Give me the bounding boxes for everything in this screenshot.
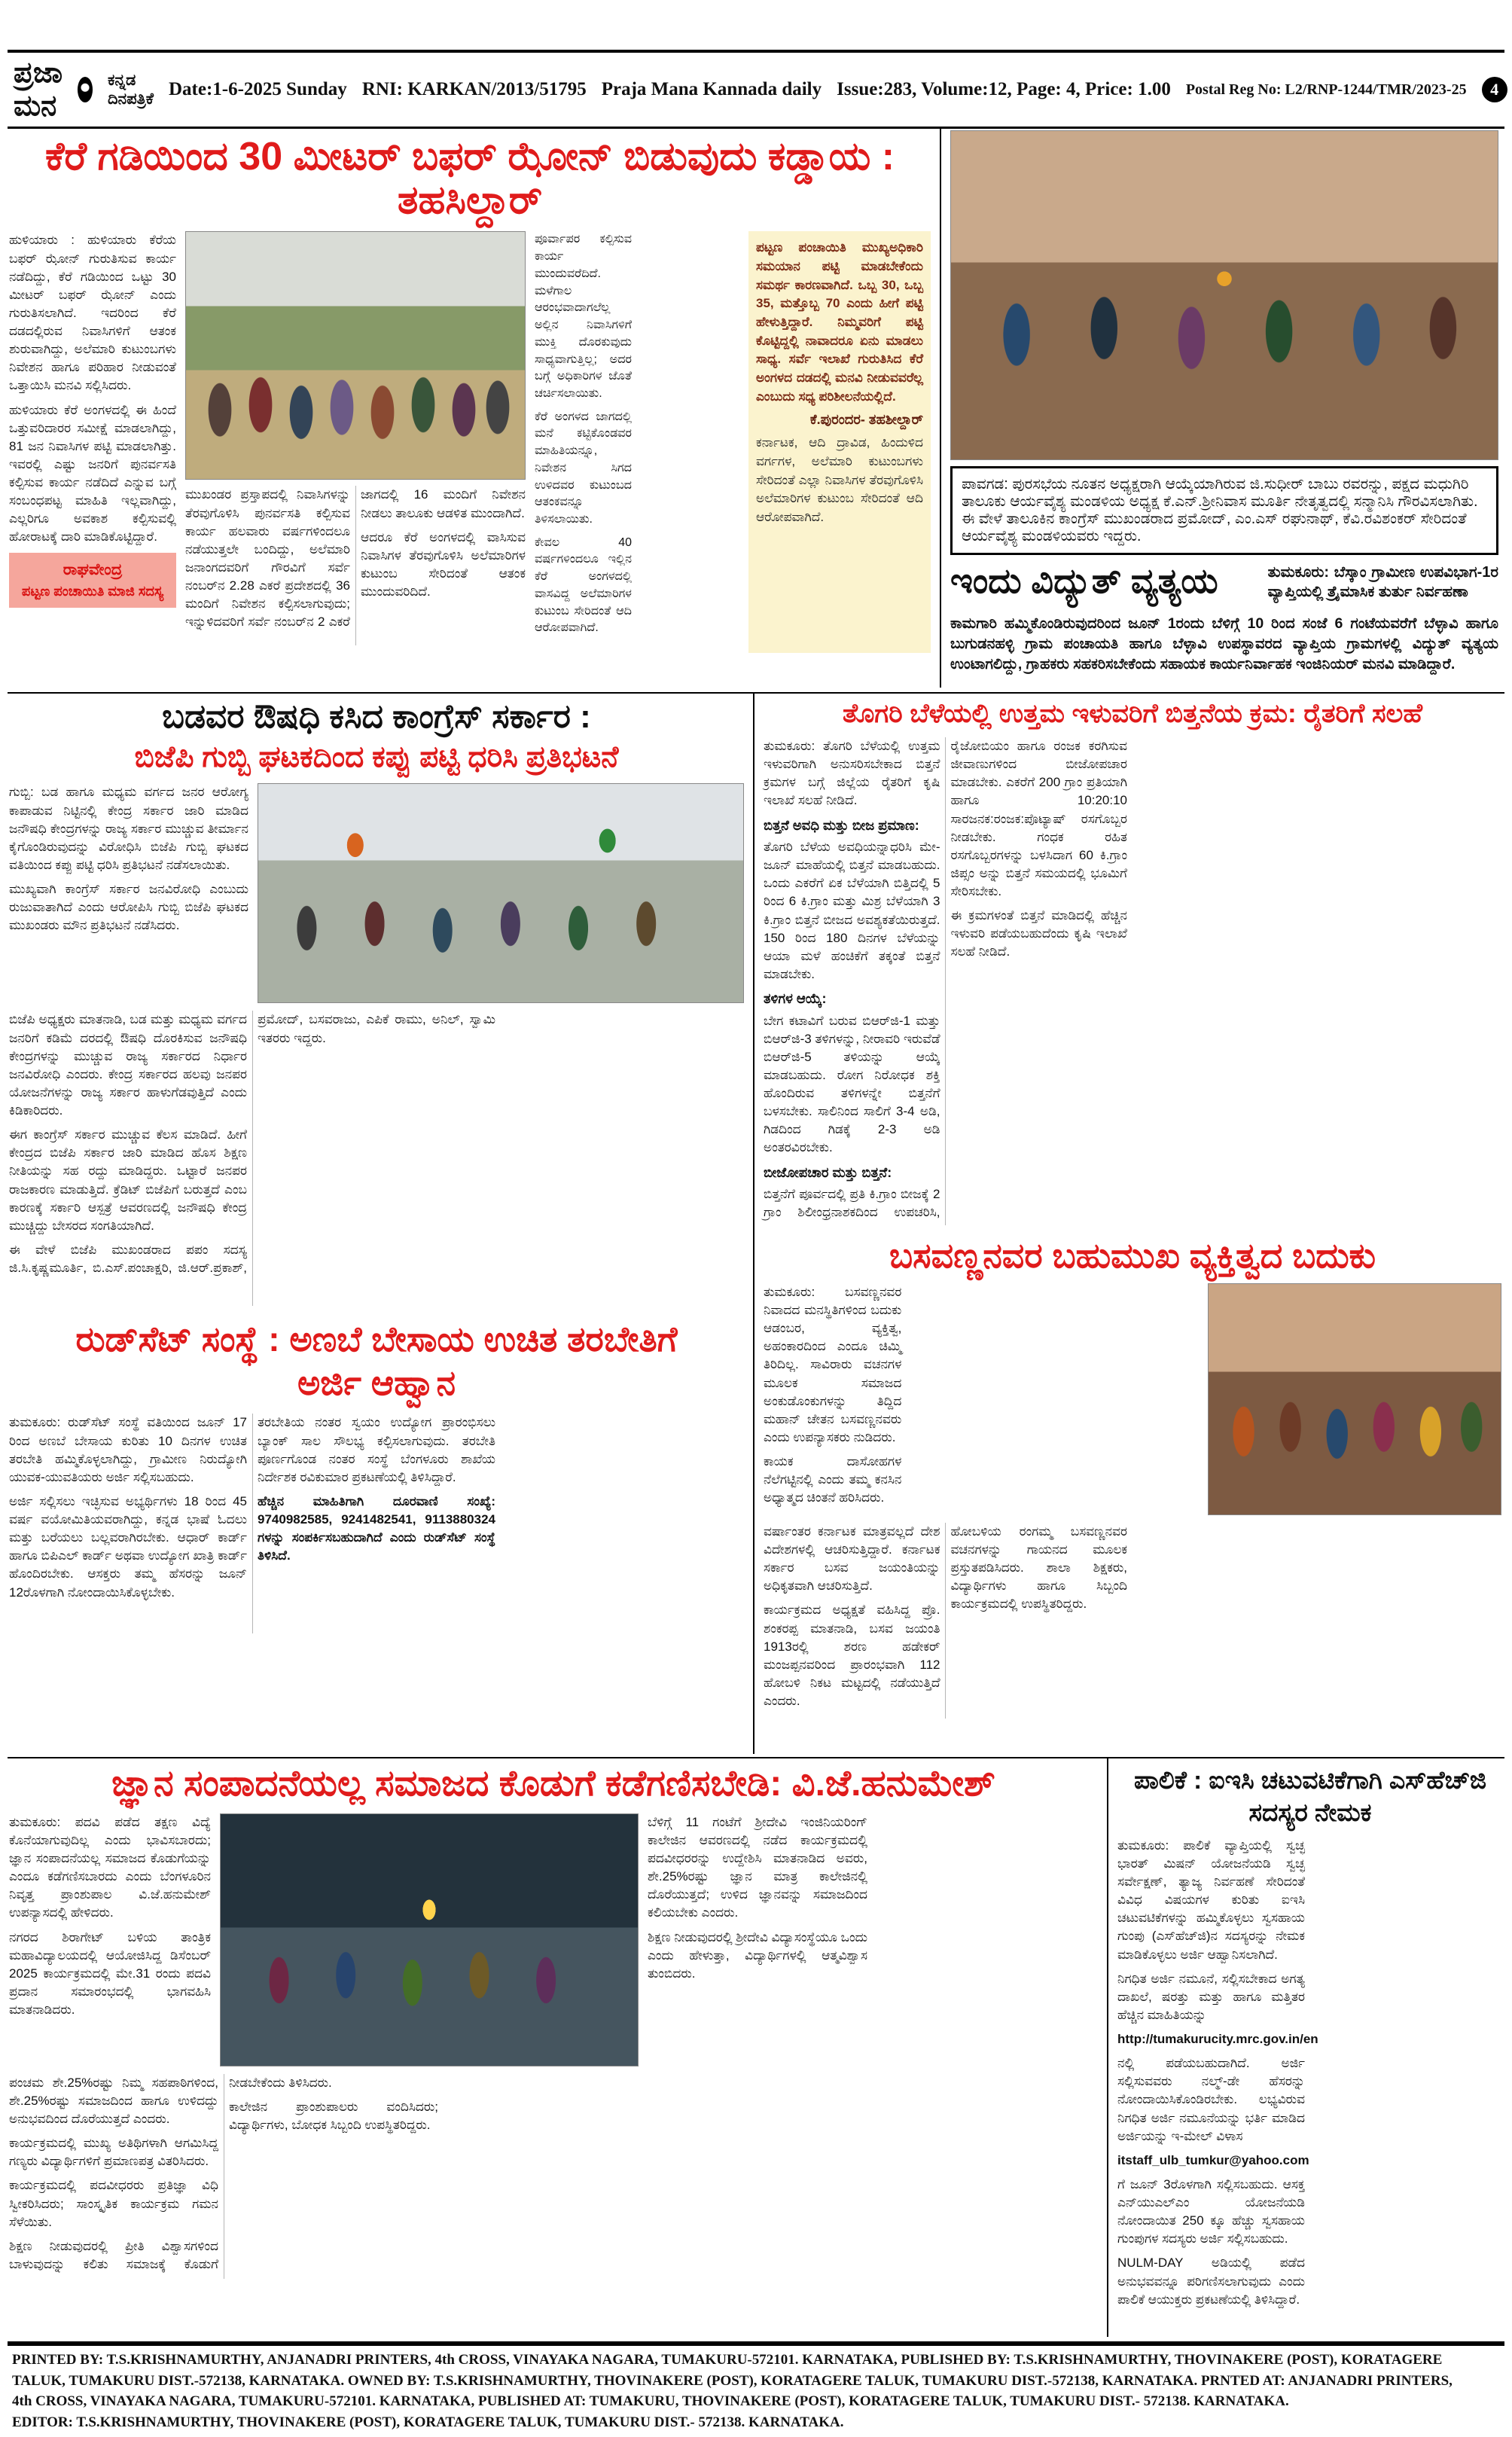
issue-date: Date:1-6-2025 Sunday: [168, 79, 347, 99]
knowledge-para: ಕಾಲೇಜಿನ ಪ್ರಾಂಶುಪಾಲರು ವಂದಿಸಿದರು; ವಿದ್ಯಾರ್ಥಿಗಳು, ಬೋಧಕ ಸಿಬ್ಬಂದಿ ಉಪಸ್ಥಿತರಿದ್ದರು.: [229, 2099, 438, 2133]
imprint-footer: [8, 2341, 1504, 2432]
top-section: [8, 129, 1504, 688]
lake-under-photo-text: [185, 486, 526, 645]
knowledge-para: ನಗರದ ಶಿರಾಗೇಟ್ ಬಳಿಯ ತಾಂತ್ರಿಕ ಮಹಾವಿದ್ಯಾಲಯದಲ್ಲಿ ಆಯೋಜಿಸಿದ್ದ ಡಿಸೆಂಬರ್ 2025 ಕಾರ್ಯಕ್ರಮದಲ್ಲಿ ಮೇ.31 ರಂದು ಪದವಿ ಪ್ರದಾನ ಸಮಾರಂಭದಲ್ಲಿ ಭಾಗವಹಿಸಿ ಮಾತನಾಡಿದರು.: [9, 1929, 211, 2018]
rudset-para: ತುಮಕೂರು: ರುಡ್‌ಸೆಟ್ ಸಂಸ್ಥೆ ವತಿಯಿಂದ ಜೂನ್ 17 ರಿಂದ ಅಣಬೆ ಬೇಸಾಯ ಕುರಿತು 10 ದಿನಗಳ ಉಚಿತ ತರಬೇತಿ ಹಮ್ಮಿಕೊಳ್ಳಲಾಗಿದ್ದು, ಗ್ರಾಮೀಣ ನಿರುದ್ಯೋಗಿ ಯುವಕ-ಯುವತಿಯರು ಅರ್ಜಿ ಸಲ್ಲಿಸಬಹುದು.: [9, 1415, 247, 1484]
postal-reg: Postal Reg No: L2/RNP-1244/TMR/2023-25: [1185, 81, 1467, 98]
article-rudset-training: [9, 1318, 744, 1633]
imprint-line: TALUK, TUMAKURU DIST.-572138, KARNATAKA. OWNED BY: T.S.KRISHNAMURTHY, THOVINAKERE (POST), KORATAGERE TALUK, TUMAKURU DIST.-572138, KARNATAKA. PRNTED AT: ANJANADRI PRINTERS,: [12, 2372, 1453, 2389]
top-right-column: [941, 129, 1504, 688]
lake-photo-cell: [185, 231, 526, 653]
masthead-text: ಪ್ರಜಾ ಮನ: [14, 57, 62, 122]
photo-lake-meeting: [185, 231, 526, 480]
protest-body: [9, 1011, 744, 1306]
lake-headline: ಕೆರೆ ಗಡಿಯಿಂದ 30 ಮೀಟರ್ ಬಫರ್ ಝೋನ್ ಬಿಡುವುದು ಕಡ್ಡಾಯ : ತಹಸಿಲ್ದಾರ್: [44, 135, 895, 223]
palike-email: itstaff_ulb_tumkur@yahoo.com: [1117, 2152, 1309, 2167]
tahsildar-quote-box: [748, 231, 931, 653]
lake-para: ಆದರೂ ಕೆರೆ ಅಂಗಳದಲ್ಲಿ ವಾಸಿಸುವ ನಿವಾಸಿಗಳ ತೆರವುಗೊಳಿಸಿ ಅಲೆಮಾರಿಗಳ ಕುಟುಂಬ ಸೇರಿದಂತೆ ಆತಂಕ ಮುಂದುವರಿದಿದೆ.: [361, 529, 526, 599]
crop-subhead: ತಳಿಗಳ ಆಯ್ಕೆ:: [764, 991, 827, 1007]
felicitation-caption-box: [950, 466, 1498, 555]
bottom-left-column: [8, 1758, 1108, 2337]
masthead-emblem-icon: [78, 77, 93, 102]
crop-headline: ತೊಗರಿ ಬೆಳೆಯಲ್ಲಿ ಉತ್ತಮ ಇಳುವರಿಗೆ ಬಿತ್ತನೆಯ ಕ್ರಮ: ರೈತರಿಗೆ ಸಲಹೆ: [843, 699, 1422, 728]
lake-column-1: [9, 231, 176, 653]
palike-para: ತುಮಕೂರು: ಪಾಲಿಕೆ ವ್ಯಾಪ್ತಿಯಲ್ಲಿ ಸ್ವಚ್ಛ ಭಾರತ್ ಮಿಷನ್ ಯೋಜನೆಯಡಿ ಸ್ವಚ್ಛ ಸರ್ವೇಕ್ಷಣ್, ತ್ಯಾಜ್ಯ ನಿರ್ವಹಣೆ ಸೇರಿದಂತೆ ವಿವಿಧ ವಿಷಯಗಳ ಕುರಿತು ಐಇಸಿ ಚಟುವಟಿಕೆಗಳನ್ನು ಹಮ್ಮಿಕೊಳ್ಳಲು ಸ್ವಸಹಾಯ ಗುಂಪು (ಎಸ್‌ಹೆಚ್‌ಜಿ)ನ ಸದಸ್ಯರನ್ನು ನೇಮಕ ಮಾಡಿಕೊಳ್ಳಲು ಅರ್ಜಿ ಆಹ್ವಾನಿಸಲಾಗಿದೆ.: [1117, 1838, 1305, 1962]
crop-subhead: ಬಿತ್ತನೆ ಅವಧಿ ಮತ್ತು ಬೀಜ ಪ್ರಮಾಣ:: [764, 817, 919, 833]
article-basava-personality: [764, 1236, 1501, 1719]
quote-signature: ಕೆ.ಪುರಂದರ- ತಹಶೀಲ್ದಾರ್: [809, 412, 923, 428]
knowledge-body: [9, 2074, 1098, 2279]
knowledge-para: ಶಿಕ್ಷಣ ನೀಡುವುದರಲ್ಲಿ ಶ್ರೀದೇವಿ ವಿದ್ಯಾಸಂಸ್ಥೆಯೂ ಒಂದು ಎಂದು ಹೇಳುತ್ತಾ, ವಿದ್ಯಾರ್ಥಿಗಳಲ್ಲಿ ಆತ್ಮವಿಶ್ವಾಸ ತುಂಬಿದರು.: [648, 1929, 867, 1981]
protest-para: ಗುಬ್ಬಿ: ಬಡ ಹಾಗೂ ಮಧ್ಯಮ ವರ್ಗದ ಜನರ ಆರೋಗ್ಯ ಕಾಪಾಡುವ ನಿಟ್ಟಿನಲ್ಲಿ ಕೇಂದ್ರ ಸರ್ಕಾರ ಜಾರಿ ಮಾಡಿದ ಜನೌಷಧಿ ಕೇಂದ್ರಗಳನ್ನು ರಾಜ್ಯ ಸರ್ಕಾರ ಮುಚ್ಚುವ ತೀರ್ಮಾನ ಕೈಗೊಂಡಿರುವುದನ್ನು ವಿರೋಧಿಸಿ ಬಿಜೆಪಿ ಗುಬ್ಬಿ ಘಟಕದ ವತಿಯಿಂದ ಕಪ್ಪು ಪಟ್ಟಿ ಧರಿಸಿ ಪ್ರತಿಭಟನೆ ನಡೆಸಲಾಯಿತು.: [9, 785, 248, 872]
knowledge-para: ಬೆಳಿಗ್ಗೆ 11 ಗಂಟೆಗೆ ಶ್ರೀದೇವಿ ಇಂಜಿನಿಯರಿಂಗ್ ಕಾಲೇಜಿನ ಆವರಣದಲ್ಲಿ ನಡೆದ ಕಾರ್ಯಕ್ರಮದಲ್ಲಿ ಪದವೀಧರರನ್ನು ಉದ್ದೇಶಿಸಿ ಮಾತನಾಡಿದ ಅವರು, ಶೇ.25%ರಷ್ಟು ಜ್ಞಾನ ಮಾತ್ರ ಕಾಲೇಜಿನಲ್ಲಿ ದೊರೆಯುತ್ತದೆ; ಉಳಿದ ಜ್ಞಾನವನ್ನು ಸಮಾಜದಿಂದ ಕಲಿಯಬೇಕು ಎಂದರು.: [648, 1814, 867, 1920]
imprint-line: EDITOR: T.S.KRISHNAMURTHY, THOVINAKERE (POST), KORATAGERE TALUK, TUMAKURU DIST.- 572138. KARNATAKA.: [12, 2414, 844, 2430]
lake-para: ಹುಳಿಯಾರು ಕೆರೆ ಅಂಗಳದಲ್ಲಿ ಈ ಹಿಂದೆ ಒತ್ತುವರಿದಾರರ ಸಮೀಕ್ಷೆ ಮಾಡಲಾಗಿದ್ದು, 81 ಜನ ನಿವಾಸಿಗಳ ಪಟ್ಟಿ ಮಾಡಲಾಗಿತ್ತು. ಇವರಲ್ಲಿ ಎಷ್ಟು ಜನರಿಗೆ ಪುನರ್ವಸತಿ ಕಲ್ಪಿಸುವ ಕಾರ್ಯ ನಡೆದಿದೆ ಎನ್ನುವ ಬಗ್ಗೆ ಸಂಬಂಧಪಟ್ಟ ಮಾಹಿತಿ ಇಲ್ಲವಾಗಿದ್ದು, ಎಲ್ಲರಿಗೂ ಅವಕಾಶ ಕಲ್ಪಿಸುವಲ್ಲಿ ಹೋರಾಟಕ್ಕೆ ದಾರಿ ಮಾಡಿಕೊಟ್ಟಿದ್ದಾರೆ.: [9, 402, 176, 544]
crop-para: ಬೇಗ ಕಟಾವಿಗೆ ಬರುವ ಬಿಆರ್‌ಜಿ-1 ಮತ್ತು ಬಿಆರ್‌ಜಿ-3 ತಳಿಗಳನ್ನು, ನೀರಾವರಿ ಇರುವೆಡೆ ಬಿಆರ್‌ಜಿ-5 ತಳಿಯನ್ನು ಆಯ್ಕೆ ಮಾಡಬಹುದು. ರೋಗ ನಿರೋಧಕ ಶಕ್ತಿ ಹೊಂದಿರುವ ತಳಿಗಳನ್ನೇ ಬಿತ್ತನೆಗೆ ಬಳಸಬೇಕು. ಸಾಲಿನಿಂದ ಸಾಲಿಗೆ 3-4 ಅಡಿ, ಗಿಡದಿಂದ ಗಿಡಕ್ಕೆ 2-3 ಅಡಿ ಅಂತರವಿರಬೇಕು.: [764, 1013, 940, 1155]
power-headline: ಇಂದು ವಿದ್ಯುತ್ ವ್ಯತ್ಯಯ: [950, 561, 1218, 600]
lake-quote-cell: [748, 231, 931, 653]
photo-college-event: [220, 1813, 639, 2066]
rudset-phone-numbers: ಹೆಚ್ಚಿನ ಮಾಹಿತಿಗಾಗಿ ದೂರವಾಣಿ ಸಂಖ್ಯೆ: 9740982585, 9241482541, 9113880324 ಗಳನ್ನು ಸಂಪರ್ಕಿಸಬಹುದಾಗಿದೆ ಎಂದು ರುಡ್‌ಸೆಟ್ ಸಂಸ್ಥೆ ತಿಳಿಸಿದೆ.: [258, 1493, 495, 1563]
knowledge-para: ತುಮಕೂರು: ಪದವಿ ಪಡೆದ ತಕ್ಷಣ ವಿದ್ಯೆ ಕೊನೆಯಾಗುವುದಿಲ್ಲ ಎಂದು ಭಾವಿಸಬಾರದು; ಜ್ಞಾನ ಸಂಪಾದನೆಯಲ್ಲ ಸಮಾಜದ ಕೊಡುಗೆಯನ್ನು ಎಂದೂ ಕಡೆಗಣಿಸಬಾರದು ಎಂದು ಬೆಂಗಳೂರಿನ ನಿವೃತ್ತ ಪ್ರಾಂಶುಪಾಲ ವಿ.ಜೆ.ಹನುಮೇಶ್ ಉಪನ್ಯಾಸದಲ್ಲಿ ಹೇಳಿದರು.: [9, 1814, 211, 1920]
knowledge-top: [9, 1813, 1098, 2066]
issue-volume-info: Issue:283, Volume:12, Page: 4, Price: 1.00: [837, 79, 1171, 99]
photo-felicitation: [950, 130, 1498, 460]
lake-column-3: [535, 231, 739, 653]
knowledge-para: ಕಾರ್ಯಕ್ರಮದಲ್ಲಿ ಪದವೀಧರರು ಪ್ರತಿಜ್ಞಾ ವಿಧಿ ಸ್ವೀಕರಿಸಿದರು; ಸಾಂಸ್ಕೃತಿಕ ಕಾರ್ಯಕ್ರಮ ಗಮನ ಸೆಳೆಯಿತು.: [9, 2178, 218, 2229]
middle-left-column: [8, 694, 754, 1754]
power-body: ಕಾಮಗಾರಿ ಹಮ್ಮಿಕೊಂಡಿರುವುದರಿಂದ ಜೂನ್ 1ರಂದು ಬೆಳಿಗ್ಗೆ 10 ರಿಂದ ಸಂಜೆ 6 ಗಂಟೆಯವರೆಗೆ ಬೆಳ್ಳಾವಿ ಹಾಗೂ ಬುಗುಡನಹಳ್ಳಿ ಗ್ರಾಮ ಪಂಚಾಯತಿ ಹಾಗೂ ಬೆಳ್ಳಾವಿ ಉಪಸ್ಥಾವರದ ವ್ಯಾಪ್ತಿಯ ಗ್ರಾಮಗಳಲ್ಲಿ ವಿದ್ಯುತ್ ವ್ಯತ್ಯಯ ಉಂಟಾಗಲಿದ್ದು, ಗ್ರಾಹಕರು ಸಹಕರಿಸಬೇಕೆಂದು ಸಹಾಯಕ ಕಾರ್ಯನಿರ್ವಾಹಕ ಇಂಜಿನಿಯರ್ ಮನವಿ ಮಾಡಿದ್ದಾರೆ.: [950, 615, 1498, 673]
quote-text: ಪಟ್ಟಣ ಪಂಚಾಯಿತಿ ಮುಖ್ಯಅಧಿಕಾರಿ ಸಮಯಾನ ಪಟ್ಟಿ ಮಾಡಬೇಕೆಂದು ಸಮರ್ಥ ಕಾರಣವಾಗಿದೆ. ಒಬ್ಬ 30, ಒಬ್ಬ 35, ಮತ್ತೊಬ್ಬ 70 ಎಂದು ಹೀಗೆ ಪಟ್ಟಿ ಹೇಳುತ್ತಿದ್ದಾರೆ. ನಿಮ್ಮವರಿಗೆ ಪಟ್ಟಿ ಕೊಟ್ಟಿದ್ದಲ್ಲಿ ನಾವಾದರೂ ಏನು ಮಾಡಲು ಸಾಧ್ಯ. ಸರ್ವೆ ಇಲಾಖೆ ಗುರುತಿಸಿದ ಕೆರೆ ಅಂಗಳದ ದಡದಲ್ಲಿ ಮನವಿ ನೀಡುವವರೆಲ್ಲ ಎಂಬುದು ಸಧ್ಯ ಪರಿಶೀಲನೆಯಲ್ಲಿದೆ.: [756, 240, 923, 404]
page-number-badge: 4: [1482, 77, 1507, 102]
article-palike-shg: [1117, 1764, 1503, 2310]
knowledge-column-1: [9, 1813, 211, 2066]
protest-para: ಮುಖ್ಯವಾಗಿ ಕಾಂಗ್ರೆಸ್ ಸರ್ಕಾರ ಜನವಿರೋಧಿ ಎಂಬುದು ರುಜುವಾತಾಗಿದೆ ಎಂದು ಆರೋಪಿಸಿ ಗುಬ್ಬಿ ಬಿಜೆಪಿ ಘಟಕದ ಮುಖಂಡರು ಮೌನ ಪ್ರತಿಭಟನೆ ನಡೆಸಿದರು.: [9, 882, 248, 933]
rudset-para: ತರಬೇತಿಯ ನಂತರ ಸ್ವಯಂ ಉದ್ಯೋಗ ಪ್ರಾರಂಭಿಸಲು ಬ್ಯಾಂಕ್ ಸಾಲ ಸೌಲಭ್ಯ ಕಲ್ಪಿಸಲಾಗುವುದು. ತರಬೇತಿ ಪೂರ್ಣಗೊಂಡ ನಂತರ ಸಂಸ್ಥೆ ಬೆಂಗಳೂರು ಶಾಖೆಯ ನಿರ್ದೇಶಕ ರವಿಕುಮಾರ ಪ್ರಕಟಣೆಯಲ್ಲಿ ತಿಳಿಸಿದ್ದಾರೆ.: [258, 1415, 495, 1484]
article-lake-buffer: [8, 129, 941, 688]
speaker-role: ಪಟ್ಟಣ ಪಂಚಾಯಿತಿ ಮಾಜಿ ಸದಸ್ಯ: [21, 584, 164, 599]
knowledge-para: ಕಾರ್ಯಕ್ರಮದಲ್ಲಿ ಮುಖ್ಯ ಅತಿಥಿಗಳಾಗಿ ಆಗಮಿಸಿದ್ದ ಗಣ್ಯರು ವಿದ್ಯಾರ್ಥಿಗಳಿಗೆ ಪ್ರಮಾಣಪತ್ರ ವಿತರಿಸಿದರು.: [9, 2136, 218, 2169]
knowledge-para: ಪಂಚಮ ಶೇ.25%ರಷ್ಟು ನಿಮ್ಮ ಸಹಪಾಠಿಗಳಿಂದ, ಶೇ.25%ರಷ್ಟು ಸಮಾಜದಿಂದ ಹಾಗೂ ಉಳಿದದ್ದು ಅನುಭವದಿಂದ ದೊರೆಯುತ್ತದೆ ಎಂದರು.: [9, 2075, 218, 2127]
rudset-headline: ರುಡ್‌ಸೆಟ್ ಸಂಸ್ಥೆ : ಅಣಬೆ ಬೇಸಾಯ ಉಚಿತ ತರಬೇತಿಗೆ ಅರ್ಜಿ ಆಹ್ವಾನ: [75, 1319, 678, 1402]
crop-body: [764, 737, 1501, 1225]
masthead-subtitle: ಕನ್ನಡ ದಿನಪತ್ರಿಕೆ: [107, 71, 154, 108]
photo-protest: [258, 783, 744, 1003]
protest-para: ಈಗ ಕಾಂಗ್ರೆಸ್ ಸರ್ಕಾರ ಮುಚ್ಚುವ ಕೆಲಸ ಮಾಡಿದೆ. ಹೀಗೆ ಕೇಂದ್ರದ ಬಿಜೆಪಿ ಸರ್ಕಾರ ಜಾರಿ ಮಾಡಿದ ಹೊಸ ಶಿಕ್ಷಣ ನೀತಿಯನ್ನು ಸಹ ರದ್ದು ಮಾಡಿದ್ದರು. ಒಟ್ಟಾರೆ ಜನಪರ ರಾಜಕಾರಣ ಮಾಡುತ್ತಿದೆ. ಕ್ರೆಡಿಟ್ ಬಿಜೆಪಿಗೆ ಬರುತ್ತದೆ ಎಂಬ ಕಾರಣಕ್ಕೆ ಸರ್ಕಾರಿ ಆಸ್ಪತ್ರೆ ಆವರಣದಲ್ಲಿ ಜನೌಷಧಿ ಕೇಂದ್ರ ಮುಚ್ಚಿದ್ದು ಬೇಸರದ ಸಂಗತಿಯಾಗಿದೆ.: [9, 1127, 247, 1233]
basava-para: ಹೋಬಳಿಯ ರಂಗಮ್ಮ ಬಸವಣ್ಣನವರ ವಚನಗಳನ್ನು ಗಾಯನದ ಮೂಲಕ ಪ್ರಸ್ತುತಪಡಿಸಿದರು. ಶಾಲಾ ಶಿಕ್ಷಕರು, ವಿದ್ಯಾರ್ಥಿಗಳು ಹಾಗೂ ಸಿಬ್ಬಂದಿ ಕಾರ್ಯಕ್ರಮದಲ್ಲಿ ಉಪಸ್ಥಿತರಿದ್ದರು.: [950, 1524, 1127, 1612]
knowledge-column-3: [648, 1813, 1098, 2066]
knowledge-para: ಶಿಕ್ಷಣ ನೀಡುವುದರಲ್ಲಿ ಪ್ರೀತಿ ವಿಶ್ವಾಸಗಳಿಂದ ಬಾಳುವುದನ್ನು ಕಲಿತು ಸಮಾಜಕ್ಕೆ ಕೊಡುಗೆ ನೀಡಬೇಕೆಂದು ತಿಳಿಸಿದರು.: [9, 2075, 332, 2271]
protest-column-1: [9, 783, 248, 1003]
article-crop-advice: [764, 698, 1501, 1225]
lake-para: ಕೆರೆ ಅಂಗಳದ ಜಾಗದಲ್ಲಿ ಮನೆ ಕಟ್ಟಿಕೊಂಡವರ ಮಾಹಿತಿಯನ್ನೂ, ನಿವೇಶನ ಸಿಗದ ಉಳಿದವರ ಕುಟುಂಬದ ಆತಂಕವನ್ನೂ ತಿಳಿಸಲಾಯಿತು.: [535, 410, 632, 526]
protest-para: ಬಿಜೆಪಿ ಅಧ್ಯಕ್ಷರು ಮಾತನಾಡಿ, ಬಡ ಮತ್ತು ಮಧ್ಯಮ ವರ್ಗದ ಜನರಿಗೆ ಕಡಿಮೆ ದರದಲ್ಲಿ ಔಷಧಿ ದೊರಕಿಸುವ ಜನೌಷಧಿ ಕೇಂದ್ರಗಳನ್ನು ಮುಚ್ಚುವ ರಾಜ್ಯ ಸರ್ಕಾರದ ನಿರ್ಧಾರ ಜನವಿರೋಧಿ ಎಂದರು. ಕೇಂದ್ರ ಸರ್ಕಾರದ ಹಲವು ಜನಪರ ಯೋಜನೆಗಳನ್ನು ರಾಜ್ಯ ಸರ್ಕಾರ ಹಾಳುಗೆಡವುತ್ತಿದೆ ಎಂದು ಕಿಡಿಕಾರಿದರು.: [9, 1012, 247, 1118]
speaker-name: ರಾಘವೇಂದ್ರ: [62, 560, 123, 578]
photo-basava-event: [1208, 1283, 1501, 1515]
crop-para: ತೊಗರಿ ಬೆಳೆಯ ಅವಧಿಯನ್ನಾಧರಿಸಿ ಮೇ-ಜೂನ್ ಮಾಹೆಯಲ್ಲಿ ಬಿತ್ತನೆ ಮಾಡಬಹುದು. ಒಂದು ಎಕರೆಗೆ ಏಕ ಬೆಳೆಯಾಗಿ ಬಿತ್ತಿದಲ್ಲಿ 5 ರಿಂದ 6 ಕಿ.ಗ್ರಾಂ ಮತ್ತು ಮಿಶ್ರ ಬೆಳೆಯಾಗಿ 3 ಕಿ.ಗ್ರಾಂ ಬಿತ್ತನೆ ಬೀಜದ ಅವಶ್ಯಕತೆಯಿರುತ್ತದೆ. 150 ರಿಂದ 180 ದಿನಗಳ ಬೆಳೆಯನ್ನು ಆಯಾ ಮಳೆ ಹಂಚಿಕೆಗೆ ತಕ್ಕಂತೆ ಬಿತ್ತನೆ ಮಾಡಬೇಕು.: [764, 840, 940, 981]
masthead-title: [14, 56, 93, 123]
palike-para: ನಲ್ಲಿ ಪಡೆಯಬಹುದಾಗಿದೆ. ಅರ್ಜಿ ಸಲ್ಲಿಸುವವರು ನಲ್ಮ್-ಡೇ ಹೆಸರನ್ನು ನೋಂದಾಯಿಸಿಕೊಂಡಿರಬೇಕು. ಲಭ್ಯವಿರುವ ನಿಗಧಿತ ಅರ್ಜಿ ನಮೂನೆಯನ್ನು ಭರ್ತಿ ಮಾಡಿದ ಅರ್ಜಿಯನ್ನು ಇ-ಮೇಲ್ ವಿಳಾಸ: [1117, 2056, 1305, 2143]
palike-headline: ಪಾಲಿಕೆ : ಐಇಸಿ ಚಟುವಟಿಕೆಗಾಗಿ ಎಸ್‌ಹೆಚ್‌ಜಿ ಸದಸ್ಯರ ನೇಮಕ: [1133, 1766, 1487, 1826]
bottom-right-column: [1108, 1758, 1504, 2337]
article-power-outage: [950, 563, 1498, 675]
crop-intro: ತುಮಕೂರು: ತೊಗರಿ ಬೆಳೆಯಲ್ಲಿ ಉತ್ತಮ ಇಳುವರಿಗಾಗಿ ಅನುಸರಿಸಬೇಕಾದ ಬಿತ್ತನೆ ಕ್ರಮಗಳ ಬಗ್ಗೆ ಜಿಲ್ಲೆಯ ರೈತರಿಗೆ ಕೃಷಿ ಇಲಾಖೆ ಸಲಹೆ ನೀಡಿದೆ.: [764, 739, 940, 808]
basava-para: ವರ್ಷಾಂತರ ಕರ್ನಾಟಕ ಮಾತ್ರವಲ್ಲದೆ ದೇಶ ವಿದೇಶಗಳಲ್ಲಿ ಆಚರಿಸುತ್ತಿದ್ದಾರೆ. ಕರ್ನಾಟಕ ಸರ್ಕಾರ ಬಸವ ಜಯಂತಿಯನ್ನು ಅಧಿಕೃತವಾಗಿ ಆಚರಿಸುತ್ತಿದೆ.: [764, 1524, 940, 1594]
rni-number: RNI: KARKAN/2013/51795: [361, 79, 587, 99]
article-janaushadhi-protest: [9, 698, 744, 1306]
basava-para: ತುಮಕೂರು: ಬಸವಣ್ಣನವರ ನಿವಾದದ ಮನಸ್ಥಿತಿಗಳಿಂದ ಬದುಕು ಆಡಂಬರ, ವ್ಯಕ್ತಿತ್ವ, ಅಹಂಕಾರದಿಂದ ಎಂದೂ ಚಿಮ್ಮಿ ತಿರಿದಿಲ್ಲ. ಸಾವಿರಾರು ವಚನಗಳ ಮೂಲಕ ಸಮಾಜದ ಅಂಕುಡೊಂಕುಗಳನ್ನು ತಿದ್ದಿದ ಮಹಾನ್ ಚೇತನ ಬಸವಣ್ಣನವರು ಎಂದು ಉಪನ್ಯಾಸಕರು ನುಡಿದರು.: [764, 1284, 902, 1444]
palike-para: ನಿಗಧಿತ ಅರ್ಜಿ ನಮೂನೆ, ಸಲ್ಲಿಸಬೇಕಾದ ಅಗತ್ಯ ದಾಖಲೆ, ಷರತ್ತು ಮತ್ತು ಹಾಗೂ ಮತ್ತಿತರ ಹೆಚ್ಚಿನ ಮಾಹಿತಿಯನ್ನು: [1117, 1971, 1305, 2022]
article-knowledge-speech: [9, 1764, 1098, 2279]
rudset-body: [9, 1414, 744, 1633]
bottom-section: [8, 1757, 1504, 2337]
protest-headline-red: ಬಿಜೆಪಿ ಗುಬ್ಬಿ ಘಟಕದಿಂದ ಕಪ್ಪು ಪಟ್ಟಿ ಧರಿಸಿ ಪ್ರತಿಭಟನೆ: [134, 740, 619, 773]
lake-para: ಮುಖಂಡರ ಪ್ರಸ್ತಾಪದಲ್ಲಿ ನಿವಾಸಿಗಳನ್ನು ತೆರವುಗೊಳಿಸಿ ಪುನರ್ವಸತಿ ಕಲ್ಪಿಸುವ ಕಾರ್ಯ ಹಲವಾರು ವರ್ಷಗಳಿಂದಲೂ ನಡೆಯುತ್ತಲೇ ಬಂದಿದ್ದು, ಅಲೆಮಾರಿ ಜನಾಂಗದವರಿಗೆ ಗೌರವಿಗೆ ಸರ್ವೆ ನಂಬರ್‌ನ 2.28 ಎಕರೆ ಪ್ರದೇಶದಲ್ಲಿ 36 ಮಂದಿಗೆ ನಿವೇಶನ ಕಲ್ಪಿಸಲಾಗುವುದು; ಇನ್ನುಳಿದವರಿಗೆ ಸರ್ವೆ ನಂಬರ್‌ನ 2 ಎಕರೆ ಜಾಗದಲ್ಲಿ 16 ಮಂದಿಗೆ ನಿವೇಶನ ನೀಡಲು ತಾಲೂಕು ಆಡಳಿತ ಮುಂದಾಗಿದೆ.: [185, 487, 526, 630]
speaker-name-box: [9, 553, 176, 608]
crop-outro: ಈ ಕ್ರಮಗಳಂತೆ ಬಿತ್ತನೆ ಮಾಡಿದಲ್ಲಿ ಹೆಚ್ಚಿನ ಇಳುವರಿ ಪಡೆಯಬಹುದೆಂದು ಕೃಷಿ ಇಲಾಖೆ ಸಲಹೆ ನೀಡಿದೆ.: [950, 908, 1127, 959]
basava-left-text: [764, 1283, 1199, 1515]
lake-para: ಪೂರ್ವಾಪರ ಕಲ್ಪಿಸುವ ಕಾರ್ಯ ಮುಂದುವರೆದಿದೆ. ಮಳೆಗಾಲ ಆರಂಭವಾದಾಗಲೆಲ್ಲ ಅಲ್ಲಿನ ನಿವಾಸಿಗಳಿಗೆ ಮುಕ್ತಿ ದೊರಕುವುದು ಸಾಧ್ಯವಾಗುತ್ತಿಲ್ಲ; ಅದರ ಬಗ್ಗೆ ಅಧಿಕಾರಿಗಳ ಜೊತೆ ಚರ್ಚಿಸಲಾಯಿತು.: [535, 233, 632, 400]
basava-para: ಕಾಯಕ ದಾಸೋಹಗಳ ನೆಲೆಗಟ್ಟಿನಲ್ಲಿ ಎಂದು ತಮ್ಮ ಕನಸಿನ ಅಧ್ಯಾತ್ಮದ ಚಿಂತನೆ ಹರಿಸಿದರು.: [764, 1454, 902, 1505]
basava-para: ಕಾರ್ಯಕ್ರಮದ ಅಧ್ಯಕ್ಷತೆ ವಹಿಸಿದ್ದ ಪ್ರೊ. ಶಂಕರಪ್ಪ ಮಾತನಾಡಿ, ಬಸವ ಜಯಂತಿ 1913ರಲ್ಲಿ ಶರಣ ಹಡೇಕರ್ ಮಂಜಪ್ಪನವರಿಂದ ಪ್ರಾರಂಭವಾಗಿ 112 ಹೋಬಳಿ ನಿಕಟ ಮಟ್ಟದಲ್ಲಿ ನಡೆಯುತ್ತಿದೆ ಎಂದರು.: [764, 1603, 940, 1709]
lake-article-body: [9, 231, 931, 653]
basava-body: [764, 1523, 1501, 1719]
basava-top: [764, 1283, 1501, 1515]
felicitation-caption: ಪಾವಗಡ: ಪುರಸಭೆಯ ನೂತನ ಅಧ್ಯಕ್ಷರಾಗಿ ಆಯ್ಕೆಯಾಗಿರುವ ಜಿ.ಸುಧೀರ್ ಬಾಬು ರವರನ್ನು, ಪಕ್ಷದ ಮಧುಗಿರಿ ತಾಲೂಕು ಆರ್ಯವೈಶ್ಯ ಮಂಡಳಿಯ ಅಧ್ಯಕ್ಷ ಕೆ.ಎನ್.ಶ್ರೀನಿವಾಸ ಮೂರ್ತಿ ನೇತೃತ್ವದಲ್ಲಿ ಸನ್ಮಾನಿಸಿ ಗೌರವಿಸಲಾಗಿತು. ಈ ವೇಳೆ ತಾಲೂಕಿನ ಕಾಂಗ್ರೆಸ್ ಮುಖಂಡರಾದ ಪ್ರಮೋದ್, ಎಂ.ಎಸ್ ರಘುನಾಥ್, ಕೆವಿ.ರವಿಶಂಕರ್ ಸೇರಿದಂತೆ ಆರ್ಯವೈಶ್ಯ ಮಂಡಳಿಯವರು ಇದ್ದರು.: [962, 476, 1478, 544]
crop-subhead: ಬೀಜೋಪಚಾರ ಮತ್ತು ಬಿತ್ತನೆ:: [764, 1164, 892, 1180]
middle-section: [8, 692, 1504, 1754]
power-headline-row: [950, 563, 1498, 608]
masthead-bar: [8, 50, 1504, 129]
middle-right-column: [754, 694, 1504, 1754]
quote-below-text: ಕರ್ನಾಟಕ, ಆದಿ ದ್ರಾವಿಡ, ಹಿಂದುಳಿದ ವರ್ಗಗಳ, ಅಲೆಮಾರಿ ಕುಟುಂಬಗಳು ಸೇರಿದಂತೆ ಎಲ್ಲಾ ನಿವಾಸಿಗಳ ತೆರವುಗೊಳಿಸಿ ಅಲೆಮಾರಿಗಳ ಕುಟುಂಬ ಸೇರಿದಂತೆ ಆದಿ ಆರೋಪವಾಗಿದೆ.: [756, 435, 923, 524]
palike-para: NULM-DAY ಅಡಿಯಲ್ಲಿ ಪಡೆದ ಅನುಭವವನ್ನೂ ಪರಿಗಣಿಸಲಾಗುವುದು ಎಂದು ಪಾಲಿಕೆ ಆಯುಕ್ತರು ಪ್ರಕಟಣೆಯಲ್ಲಿ ತಿಳಿಸಿದ್ದಾರೆ.: [1117, 2256, 1305, 2307]
paper-english-name: Praja Mana Kannada daily: [601, 79, 822, 99]
rudset-para: ಅರ್ಜಿ ಸಲ್ಲಿಸಲು ಇಚ್ಛಿಸುವ ಅಭ್ಯರ್ಥಿಗಳು 18 ರಿಂದ 45 ವರ್ಷ ವಯೋಮಿತಿಯವರಾಗಿದ್ದು, ಕನ್ನಡ ಭಾಷೆ ಓದಲು ಮತ್ತು ಬರೆಯಲು ಬಲ್ಲವರಾಗಿರಬೇಕು. ಆಧಾರ್ ಕಾರ್ಡ್ ಹಾಗೂ ಬಿಪಿಎಲ್ ಕಾರ್ಡ್ ಅಥವಾ ಉದ್ಯೋಗ ಖಾತ್ರಿ ಕಾರ್ಡ್ ಹೊಂದಿರಬೇಕು. ಆಸಕ್ತರು ತಮ್ಮ ಹೆಸರನ್ನು ಜೂನ್ 12ರೊಳಗಾಗಿ ನೋಂದಾಯಿಸಿಕೊಳ್ಳಬೇಕು.: [9, 1493, 247, 1600]
power-lead: ತುಮಕೂರು: ಬೆಸ್ಕಾಂ ಗ್ರಾಮೀಣ ಉಪವಿಭಾಗ-1ರ ವ್ಯಾಪ್ತಿಯಲ್ಲಿ ತ್ರೈಮಾಸಿಕ ತುರ್ತು ನಿರ್ವಹಣಾ: [1267, 564, 1498, 600]
protest-headline-black: ಬಡವರ ಔಷಧಿ ಕಸಿದ ಕಾಂಗ್ರೆಸ್ ಸರ್ಕಾರ :: [162, 698, 591, 735]
lake-para: ಕೇವಲ 40 ವರ್ಷಗಳಿಂದಲೂ ಇಲ್ಲಿನ ಕೆರೆ ಅಂಗಳದಲ್ಲಿ ವಾಸವಿದ್ದ ಅಲೆಮಾರಿಗಳ ಕುಟುಂಬ ಸೇರಿದಂತೆ ಆದಿ ಆರೋಪವಾಗಿದೆ.: [535, 535, 632, 635]
protest-top: [9, 783, 744, 1003]
palike-url: http://tumakurucity.mrc.gov.in/en: [1117, 2032, 1318, 2047]
crop-para: ಬಿತ್ತನೆಗೆ ಪೂರ್ವದಲ್ಲಿ ಪ್ರತಿ ಕಿ.ಗ್ರಾಂ ಬೀಜಕ್ಕೆ 2 ಗ್ರಾಂ ಶಿಲೀಂಧ್ರನಾಶಕದಿಂದ ಉಪಚರಿಸಿ, ರೈಜೋಬಿಯಂ ಹಾಗೂ ರಂಜಕ ಕರಗಿಸುವ ಜೀವಾಣುಗಳಿಂದ ಬೀಜೋಪಚಾರ ಮಾಡಬೇಕು. ಎಕರೆಗೆ 200 ಗ್ರಾಂ ಪ್ರತಿಯಾಗಿ ಹಾಗೂ 10:20:10 ಸಾರಜನಕ:ರಂಜಕ:ಪೊಟ್ಯಾಷ್ ರಸಗೊಬ್ಬರ ನೀಡಬೇಕು. ಗಂಧಕ ರಹಿತ ರಸಗೊಬ್ಬರಗಳನ್ನು ಬಳಸಿದಾಗ 60 ಕಿ.ಗ್ರಾಂ ಜಿಪ್ಸಂ ಅನ್ನು ಬಿತ್ತನೆ ಸಮಯದಲ್ಲಿ ಭೂಮಿಗೆ ಸೇರಿಸಬೇಕು.: [764, 739, 1127, 1220]
lake-para: ಹುಳಿಯಾರು : ಹುಳಿಯಾರು ಕೆರೆಯ ಬಫರ್ ಝೋನ್ ಗುರುತಿಸುವ ಕಾರ್ಯ ನಡೆದಿದ್ದು, ಕೆರೆ ಗಡಿಯಿಂದ ಒಟ್ಟು 30 ಮೀಟರ್ ಬಫರ್ ಝೋನ್ ಎಂದು ಗುರುತಿಸಲಾಗಿದೆ. ಇದರಿಂದ ಕೆರೆ ದಡದಲ್ಲಿರುವ ನಿವಾಸಿಗಳಿಗೆ ಆತಂಕ ಶುರುವಾಗಿದ್ದು, ಅಲೆಮಾರಿ ಕುಟುಂಬಗಳು ನಿವೇಶನ ಹಾಗೂ ಪರಿಹಾರ ನೀಡುವಂತೆ ಒತ್ತಾಯಿಸಿ ಮನವಿ ಸಲ್ಲಿಸಿದರು.: [9, 233, 176, 393]
protest-para: ಈ ವೇಳೆ ಬಿಜೆಪಿ ಮುಖಂಡರಾದ ಪಪಂ ಸದಸ್ಯ ಜಿ.ಸಿ.ಕೃಷ್ಣಮೂರ್ತಿ, ಬಿ.ಎಸ್.ಪಂಚಾಕ್ಷರಿ, ಜಿ.ಆರ್.ಪ್ರಕಾಶ್, ಪ್ರಮೋದ್, ಬಸವರಾಜು, ಎಪಿಕೆ ರಾಮು, ಅನಿಲ್, ಸ್ವಾಮಿ ಇತರರು ಇದ್ದರು.: [9, 1012, 495, 1276]
palike-body: [1117, 1837, 1503, 2310]
knowledge-headline: ಜ್ಞಾನ ಸಂಪಾದನೆಯಲ್ಲ ಸಮಾಜದ ಕೊಡುಗೆ ಕಡೆಗಣಿಸಬೇಡಿ: ವಿ.ಜೆ.ಹನುಮೇಶ್: [111, 1764, 995, 1804]
palike-para: ಗೆ ಜೂನ್ 3ರೊಳಗಾಗಿ ಸಲ್ಲಿಸಬಹುದು. ಆಸಕ್ತ ಎನ್‌ಯುಎಲ್‌ಎಂ ಯೋಜನೆಯಡಿ ನೋಂದಾಯಿತ 250 ಕ್ಕೂ ಹೆಚ್ಚು ಸ್ವಸಹಾಯ ಗುಂಪುಗಳ ಸದಸ್ಯರು ಅರ್ಜಿ ಸಲ್ಲಿಸಬಹುದು.: [1117, 2176, 1305, 2246]
basava-headline: ಬಸವಣ್ಣನವರ ಬಹುಮುಖ ವ್ಯಕ್ತಿತ್ವದ ಬದುಕು: [889, 1236, 1376, 1275]
imprint-line: PRINTED BY: T.S.KRISHNAMURTHY, ANJANADRI PRINTERS, 4th CROSS, VINAYAKA NAGARA, TUMAKURU-572101. KARNATAKA, PUBLISHED BY: T.S.KRISHNAMURTHY, THOVINAKERE (POST), KORATAGERE: [12, 2352, 1443, 2368]
imprint-line: 4th CROSS, VINAYAKA NAGARA, TUMAKURU-572101. KARNATAKA, PUBLISHED AT: TUMAKURU, THOVINAKERE (POST), KORATAGERE TALUK, TUMAKURU DIST.- 572138. KARNATAKA.: [12, 2393, 1289, 2410]
